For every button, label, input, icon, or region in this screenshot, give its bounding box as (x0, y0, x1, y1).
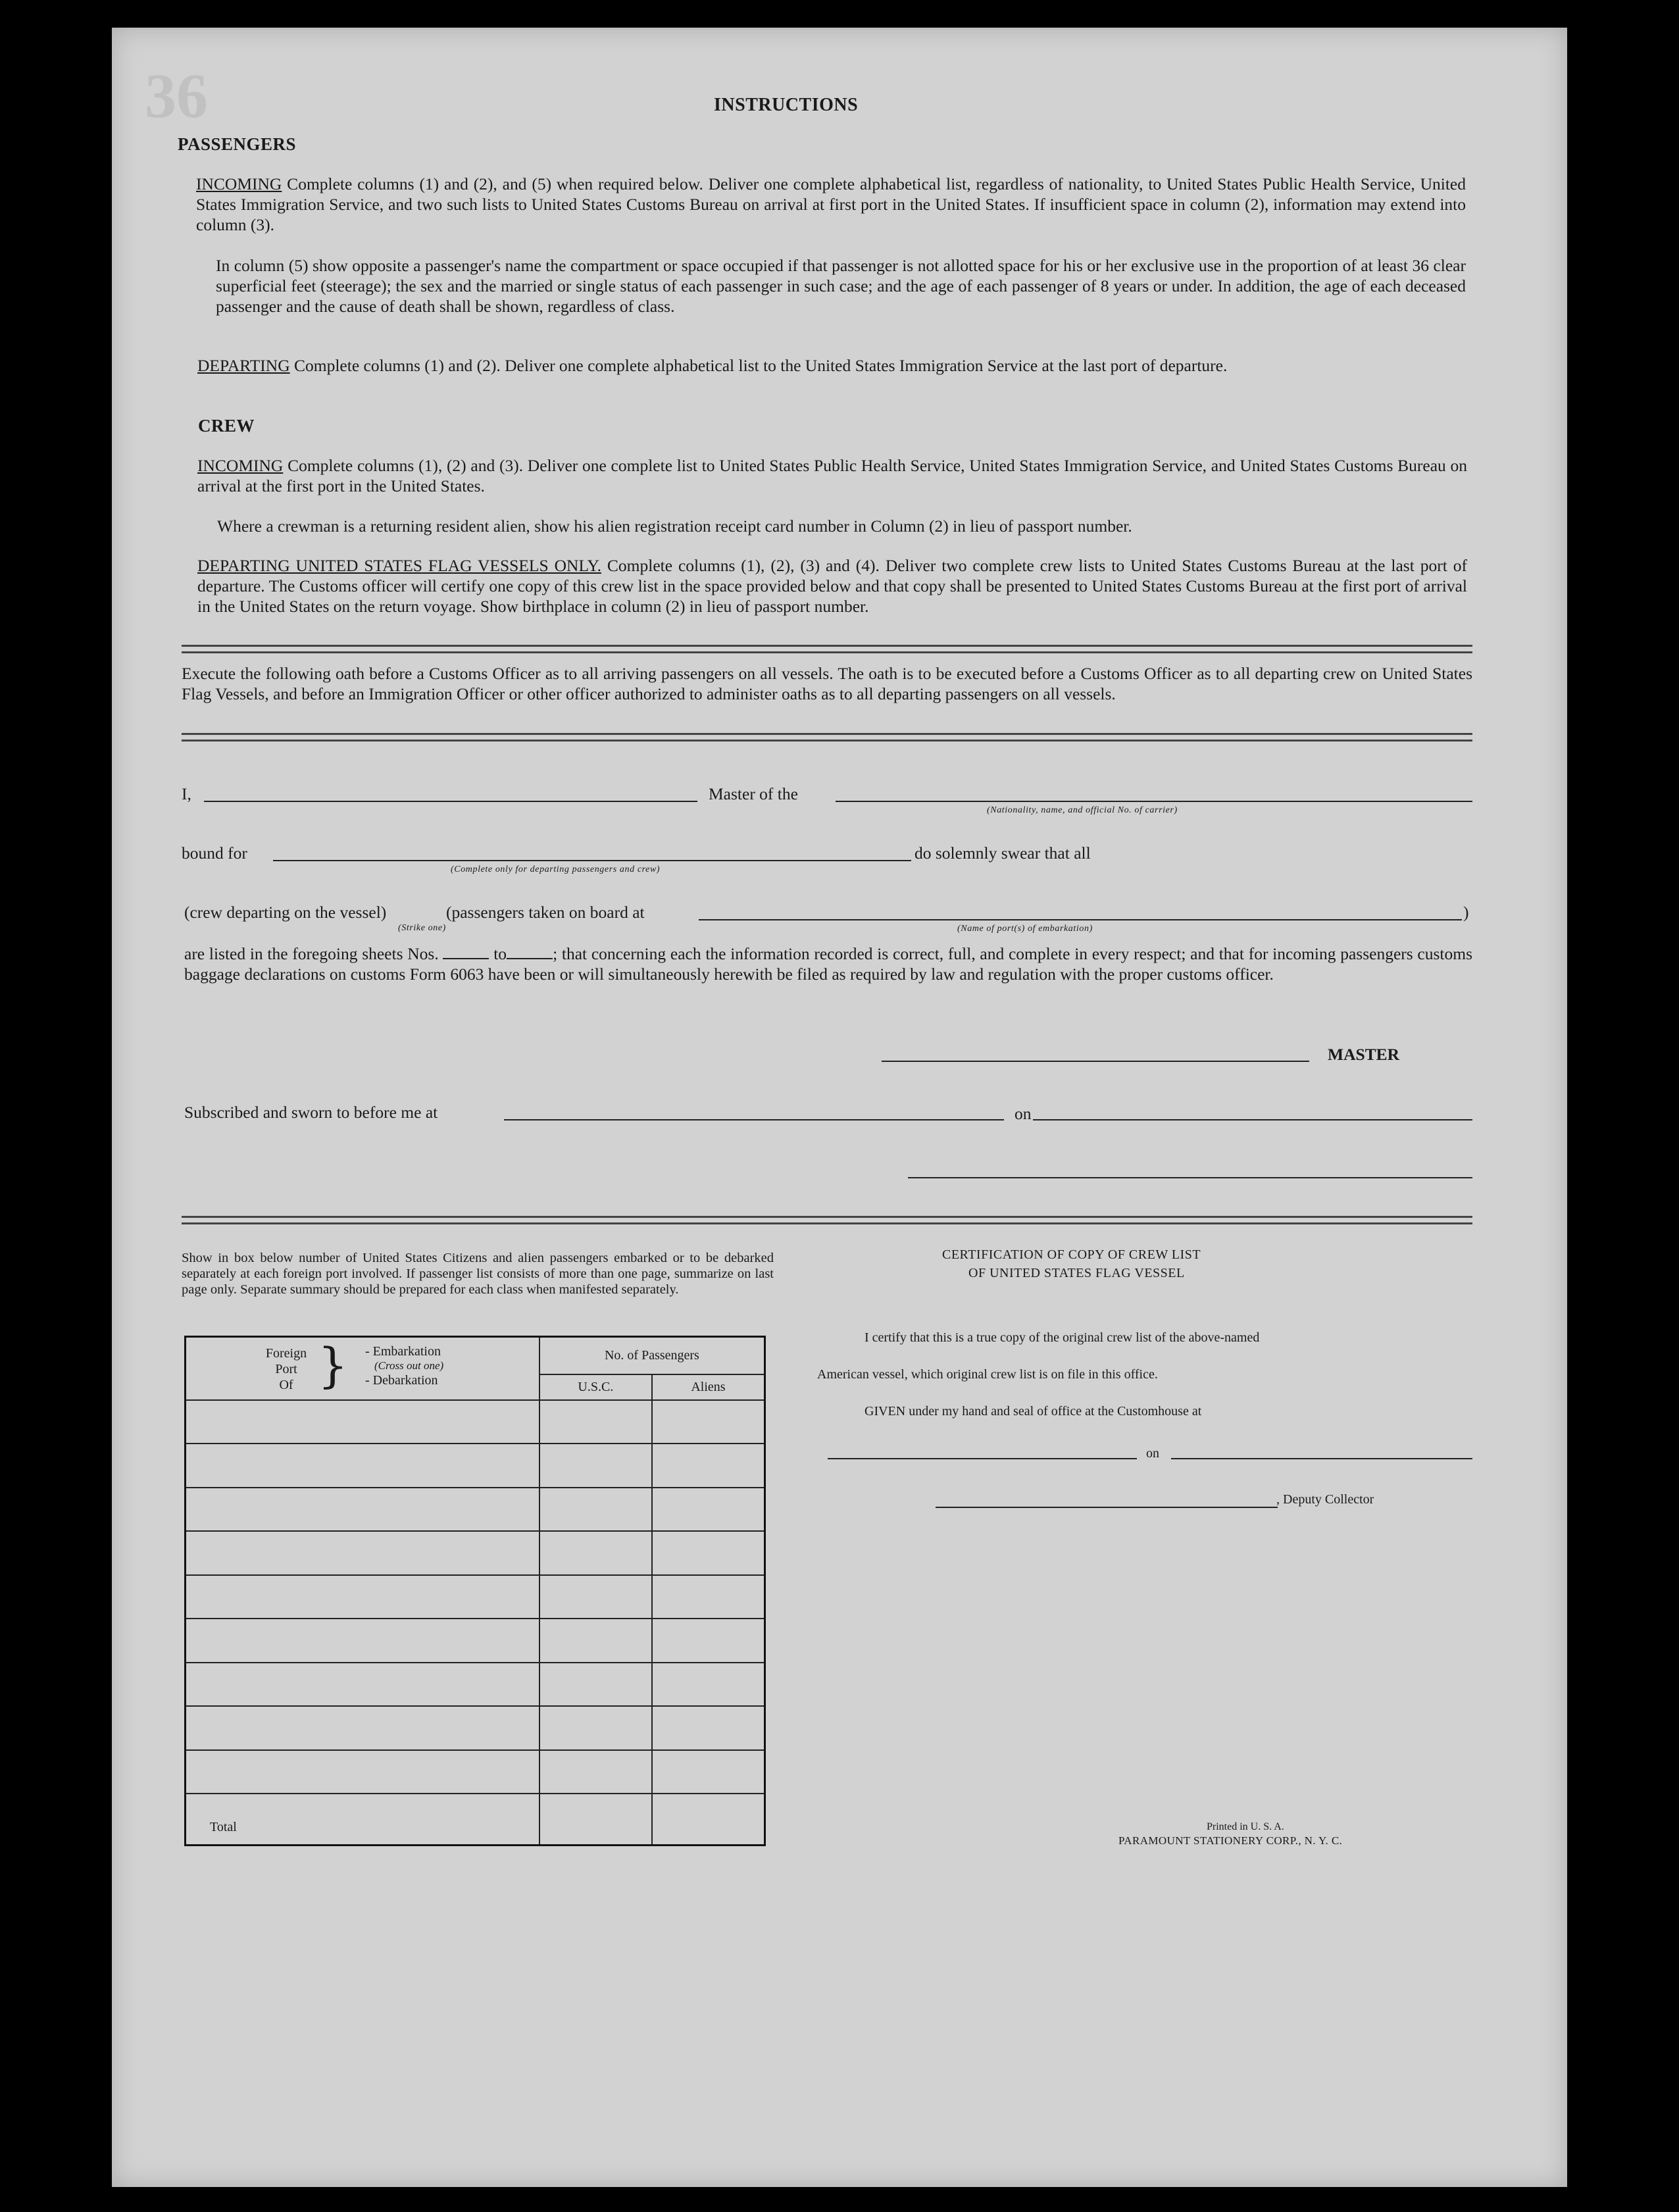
master-signature-field[interactable] (882, 1061, 1309, 1062)
printer-name: PARAMOUNT STATIONERY CORP., N. Y. C. (1118, 1834, 1343, 1847)
listed-text-a: are listed in the foregoing sheets Nos. (184, 944, 439, 963)
passengers-departing-paragraph (197, 355, 1466, 376)
of-label: Of (279, 1378, 293, 1392)
embarkation-port-hint: (Name of port(s) of embarkation) (957, 924, 1093, 934)
total-cell (186, 1794, 539, 1845)
crew-departing-text: Complete columns (1), (2), (3) and (4). Deliver two complete crew lists to United States Customs Bureau at the last port of departure. The Customs officer will certify one copy of this crew list in the space provided below and that copy shall be presented to United States Customs Bureau at the first port of arrival in the United States on the return voyage. Show birthplace in column (2) in lieu of passport number. (197, 556, 1467, 616)
cert-line-1: I certify that this is a true copy of the original crew list of the above-named (865, 1330, 1260, 1345)
table-row-aliens[interactable] (652, 1531, 765, 1575)
embarkation-option[interactable]: - Embarkation (365, 1344, 441, 1359)
table-row-port[interactable] (186, 1619, 539, 1663)
table-row-port[interactable] (186, 1531, 539, 1575)
passengers-incoming-paragraph (196, 174, 1466, 235)
table-row-usc[interactable] (539, 1488, 652, 1532)
no-passengers-header: No. of Passengers (539, 1337, 765, 1374)
crew-heading: CREW (198, 416, 255, 436)
summary-note: Show in box below number of United States Citizens and alien passengers embarked or to be debarked separately at each foreign port involved. If passenger list consists of more than one page, summarize on last page only. Separate summary should be prepared for each class when manifested separately. (182, 1251, 774, 1297)
cert-line-2: American vessel, which original crew list is on file in this office. (817, 1367, 1158, 1382)
subscribed-on-label: on (1015, 1104, 1032, 1123)
subscribed-label: Subscribed and sworn to before me at (184, 1103, 438, 1122)
table-row-port[interactable] (186, 1400, 539, 1444)
passenger-summary-table (184, 1336, 766, 1846)
passengers-heading: PASSENGERS (178, 134, 297, 154)
crew-incoming-label: INCOMING (197, 456, 284, 475)
bound-for-field[interactable] (273, 860, 911, 861)
cert-line-3: GIVEN under my hand and seal of office at the Customhouse at (865, 1404, 1202, 1419)
passengers-taken-option: (passengers taken on board at (446, 903, 645, 922)
table-row-usc[interactable] (539, 1400, 652, 1444)
total-aliens[interactable] (652, 1794, 765, 1845)
listed-text-b: ; that concerning each the information recorded is correct, full, and complete in every respect; and that for incoming passengers customs baggage declarations on customs Form 6063 have been or will simultaneously herewith be filed as required by law and regulation with the proper customs officer. (184, 944, 1473, 984)
page-title: INSTRUCTIONS (714, 95, 859, 115)
close-paren: ) (1463, 903, 1469, 922)
officer-signature-field[interactable] (908, 1177, 1472, 1178)
embarkation-port-field[interactable] (699, 919, 1462, 920)
sheet-to-field[interactable] (507, 946, 553, 959)
cert-on-label: on (1146, 1446, 1159, 1461)
table-row-aliens[interactable] (652, 1750, 765, 1794)
table-row-port[interactable] (186, 1663, 539, 1707)
cross-out-hint: (Cross out one) (374, 1359, 444, 1372)
port-header-cell (186, 1337, 539, 1400)
passengers-departing-text: Complete columns (1) and (2). Deliver one complete alphabetical list to the United States Immigration Service at the last port of departure. (289, 356, 1228, 375)
crew-departing-paragraph (197, 555, 1467, 616)
debarkation-option[interactable]: - Debarkation (365, 1373, 438, 1388)
divider-top (182, 645, 1472, 653)
table-row-port[interactable] (186, 1706, 539, 1750)
master-name-field[interactable] (204, 801, 697, 802)
passengers-column5-paragraph: In column (5) show opposite a passenger's name the compartment or space occupied if that passenger is not allotted space for his or her exclusive use in the proportion of at least 36 clear superficial feet (steerage); the sex and the married or single status of each passenger in such case; and the age of each passenger of 8 years or under. In addition, the age of each deceased passenger and the cause of death shall be shown, regardless of class. (216, 256, 1466, 316)
table-row-aliens[interactable] (652, 1488, 765, 1532)
deputy-collector-label: , Deputy Collector (1276, 1492, 1374, 1507)
cert-title-2: OF UNITED STATES FLAG VESSEL (968, 1266, 1185, 1280)
total-usc[interactable] (539, 1794, 652, 1845)
table-row-usc[interactable] (539, 1619, 652, 1663)
table-row-usc[interactable] (539, 1444, 652, 1488)
usc-header: U.S.C. (539, 1374, 652, 1400)
table-row-aliens[interactable] (652, 1400, 765, 1444)
oath-intro-paragraph: Execute the following oath before a Customs Officer as to all arriving passengers on all vessels. The oath is to be executed before a Customs Officer as to all departing crew on United States Flag Vessels, and before an Immigration Officer or other officer authorized to administer oaths as to all departing passengers on all vessels. (182, 664, 1472, 703)
table-row-aliens[interactable] (652, 1444, 765, 1488)
table-row-port[interactable] (186, 1444, 539, 1488)
solemnly-swear-label: do solemnly swear that all (915, 843, 1091, 863)
oath-i-label: I, (182, 784, 191, 803)
brace-icon: } (318, 1338, 348, 1393)
passengers-incoming-text: Complete columns (1) and (2), and (5) when required below. Deliver one complete alphabetical list, regardless of nationality, to United States Public Health Service, United States Immigration Service, and two such lists to United States Customs Bureau on arrival at first port in the United States. If insufficient space in column (2), information may extend into column (3). (196, 174, 1466, 234)
aliens-header: Aliens (652, 1374, 765, 1400)
crew-returning-paragraph: Where a crewman is a returning resident alien, show his alien registration receipt card number in Column (2) in lieu of passport number. (217, 516, 1132, 536)
passengers-incoming-label: INCOMING (196, 174, 282, 193)
passengers-departing-label: DEPARTING (197, 356, 290, 375)
crew-incoming-paragraph (197, 455, 1467, 496)
divider-bottom (182, 1216, 1472, 1224)
bound-for-hint: (Complete only for departing passengers and crew) (451, 865, 661, 874)
subscribed-place-field[interactable] (504, 1119, 1004, 1120)
master-label: MASTER (1328, 1045, 1400, 1064)
table-row-aliens[interactable] (652, 1619, 765, 1663)
table-row-usc[interactable] (539, 1531, 652, 1575)
divider-oath (182, 733, 1472, 742)
table-row-usc[interactable] (539, 1663, 652, 1707)
table-row-usc[interactable] (539, 1575, 652, 1619)
strike-one-hint: (Strike one) (398, 923, 446, 933)
table-row-aliens[interactable] (652, 1575, 765, 1619)
carrier-field[interactable] (836, 801, 1472, 802)
table-row-usc[interactable] (539, 1750, 652, 1794)
table-row-port[interactable] (186, 1488, 539, 1532)
crew-departing-option: (crew departing on the vessel) (184, 903, 387, 922)
master-of-the-label: Master of the (709, 784, 798, 803)
foreign-label: Foreign (265, 1346, 307, 1361)
total-label: Total (210, 1820, 237, 1834)
printed-in-usa: Printed in U. S. A. (1207, 1821, 1284, 1832)
deputy-signature-field[interactable] (936, 1507, 1278, 1508)
crew-incoming-text: Complete columns (1), (2) and (3). Deliver one complete list to United States Public Health Service, United States Immigration Service, and United States Customs Bureau on arrival at the first port in the United States. (197, 456, 1467, 495)
table-row-port[interactable] (186, 1575, 539, 1619)
cert-title-1: CERTIFICATION OF COPY OF CREW LIST (942, 1247, 1201, 1262)
table-row-aliens[interactable] (652, 1706, 765, 1750)
cert-date-field[interactable] (1171, 1458, 1472, 1459)
listed-paragraph (184, 943, 1472, 984)
subscribed-date-field[interactable] (1033, 1119, 1472, 1120)
sheet-from-field[interactable] (443, 946, 489, 959)
carrier-hint: (Nationality, name, and official No. of carrier) (987, 805, 1178, 815)
table-row-usc[interactable] (539, 1706, 652, 1750)
bound-for-label: bound for (182, 843, 247, 863)
document-page (112, 28, 1567, 2187)
table-row-port[interactable] (186, 1750, 539, 1794)
listed-to-label: to (493, 944, 507, 963)
crew-departing-label: DEPARTING UNITED STATES FLAG VESSELS ONLY. (197, 556, 601, 575)
port-label: Port (275, 1362, 297, 1376)
bleed-through-number: 36 (145, 61, 208, 131)
customhouse-field[interactable] (828, 1458, 1137, 1459)
table-row-aliens[interactable] (652, 1663, 765, 1707)
